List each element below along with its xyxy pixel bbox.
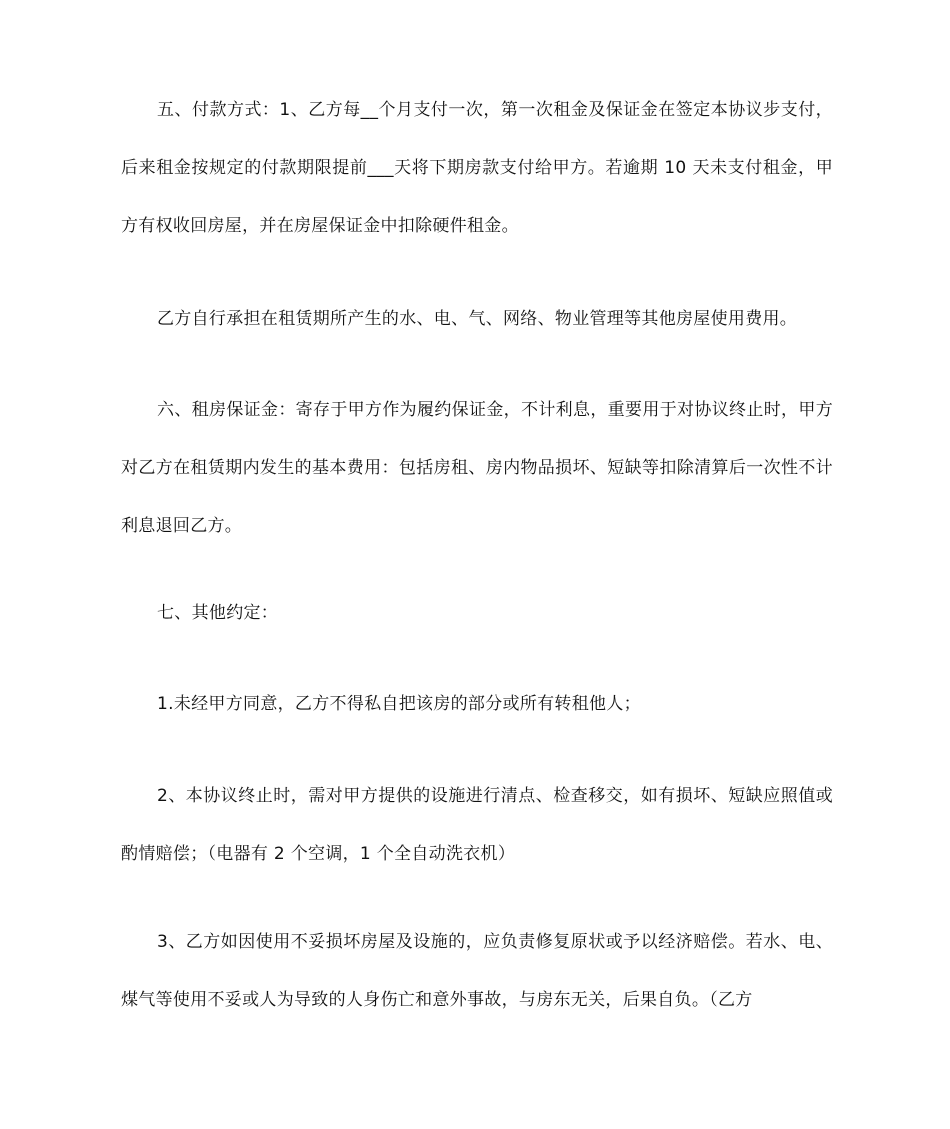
paragraph-subletting-clause: 1.未经甲方同意，乙方不得私自把该房的部分或所有转租他人； xyxy=(157,694,641,714)
paragraph-handover-clause: 2、本协议终止时，需对甲方提供的设施进行清点、检查移交，如有损坏、短缺应照值或酌情赔偿；（电器有 2 个空调，1 个全自动洗衣机） xyxy=(121,786,833,864)
paragraph-damage-clause: 3、乙方如因使用不妥损坏房屋及设施的，应负责修复原状或予以经济赔偿。若水、电、煤气等使用不妥或人为导致的人身伤亡和意外事故，与房东无关，后果自负。（乙方 xyxy=(121,932,833,1010)
paragraph-utility-costs: 乙方自行承担在租赁期所产生的水、电、气、网络、物业管理等其他房屋使用费用。 xyxy=(157,309,798,329)
paragraph-deposit: 六、租房保证金：寄存于甲方作为履约保证金，不计利息，重要用于对协议终止时，甲方对乙方在租赁期内发生的基本费用：包括房租、房内物品损坏、短缺等扣除清算后一次性不计利息退回乙方。 xyxy=(121,400,833,536)
paragraph-payment-terms: 五、付款方式：1、乙方每__个月支付一次，第一次租金及保证金在签定本协议步支付，后来租金按规定的付款期限提前___天将下期房款支付给甲方。若逾期 10 天未支付租金，甲方有权收回房屋，并在房屋保证金中扣除硬件租金。 xyxy=(121,100,833,236)
paragraph-other-terms-heading: 七、其他约定： xyxy=(157,603,279,623)
